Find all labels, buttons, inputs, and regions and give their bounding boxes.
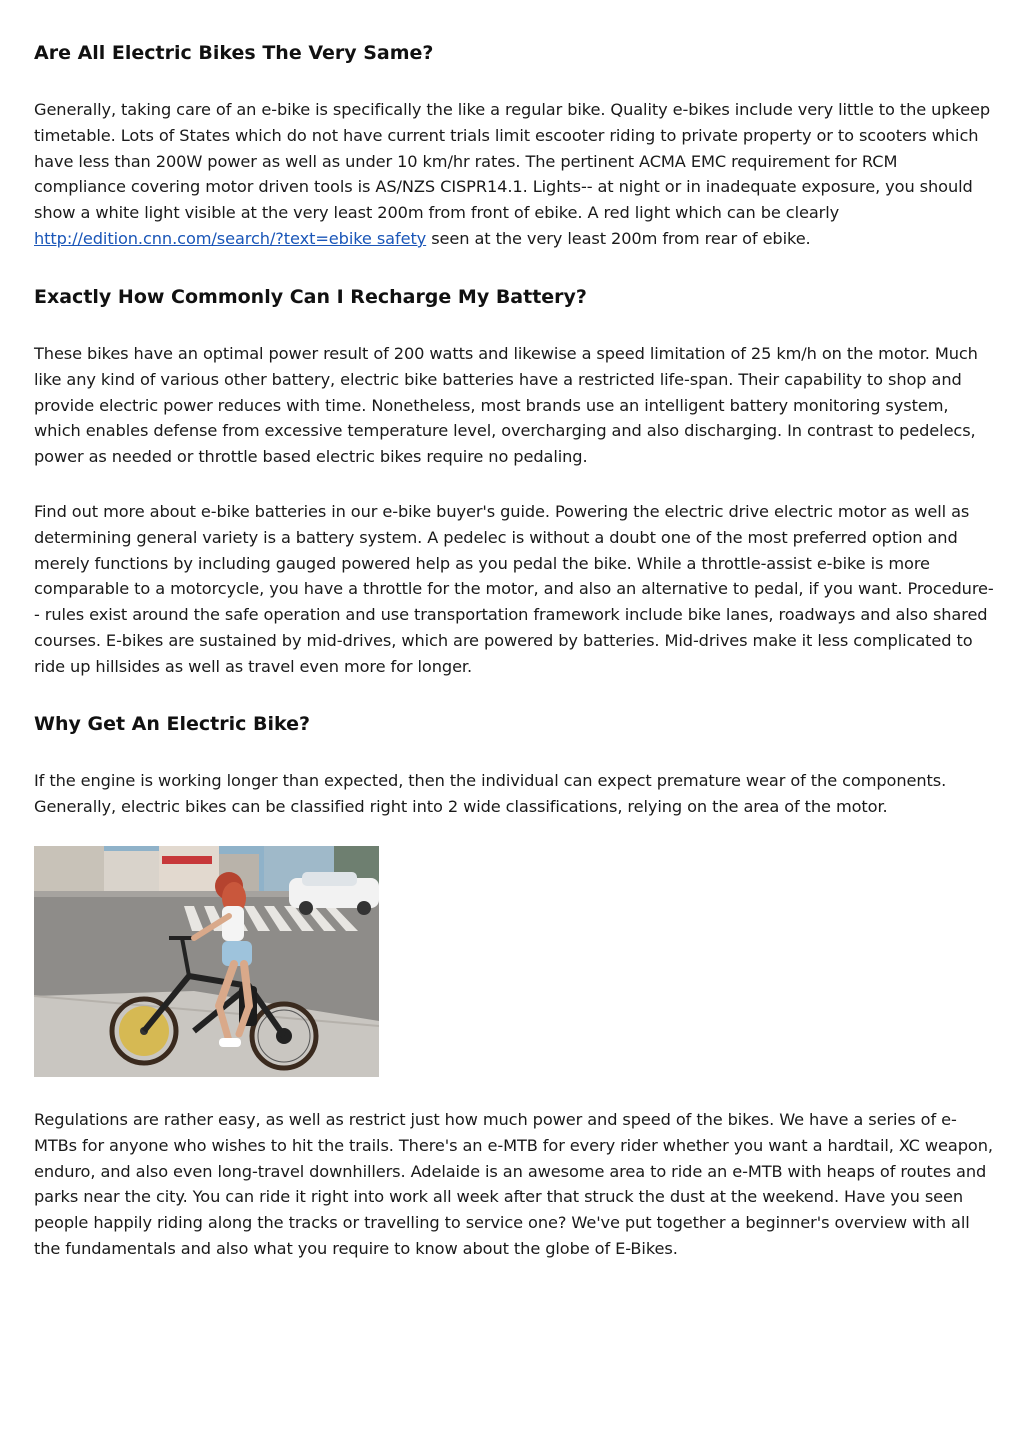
section-heading-1: Are All Electric Bikes The Very Same? [34,42,434,64]
ebike-safety-link[interactable]: http://edition.cnn.com/search/?text=ebike safety [34,228,427,248]
paragraph-2: These bikes have an optimal power result of 200 watts and likewise a speed limitation of 25 km/h on the motor. Much like any kind of various other battery, electric bike batteries have a restricted life-span. Their capability to shop and provide electric power reduces with time. Nonetheless, most brands use an intelligent battery monitoring system, which enables defense from excessive temperature level, overcharging and also discharging. In contrast to pedelecs, power as needed or throttle based electric bikes require no pedaling. [34,344,978,467]
paragraph-4: If the engine is working longer than expected, then the individual can expect premature wear of the components. Generally, electric bikes can be classified right into 2 wide classifications, relying on the area of the motor. [34,771,947,816]
ebike-rider-photo [34,846,379,1077]
paragraph-1 [34,97,994,252]
paragraph-1-text-end: seen at the very least 200m from rear of ebike. [426,228,811,248]
section-heading-3: Why Get An Electric Bike? [34,713,311,735]
paragraph-3: Find out more about e-bike batteries in our e-bike buyer's guide. Powering the electric drive electric motor as well as determining general variety is a battery system. A pedelec is without a doubt one of the most preferred option and merely functions by including gauged powered help as you pedal the bike. While a throttle-assist e-bike is more comparable to a motorcycle, you have a throttle for the motor, and also an alternative to pedal, if you want. Procedure-- rules exist around the safe operation and use transportation framework include bike lanes, roadways and also shared courses. E-bikes are sustained by mid-drives, which are powered by batteries. Mid-drives make it less complicated to ride up hillsides as well as travel even more for longer. [34,502,994,676]
paragraph-5: Regulations are rather easy, as well as restrict just how much power and speed of the bikes. We have a series of e-MTBs for anyone who wishes to hit the trails. There's an e-MTB for every rider whether you want a hardtail, XC weapon, enduro, and also even long-travel downhillers. Adelaide is an awesome area to ride an e-MTB with heaps of routes and parks near the city. You can ride it right into work all week after that struck the dust at the weekend. Have you seen people happily riding along the tracks or travelling to service one? We've put together a beginner's overview with all the fundamentals and also what you require to know about the globe of E-Bikes. [34,1110,993,1258]
paragraph-1-text: Generally, taking care of an e-bike is specifically the like a regular bike. Quality e-bikes include very little to the upkeep timetable. Lots of States which do not have current trials limit escooter riding to private property or to scooters which have less than 200W power as well as under 10 km/hr rates. The pertinent ACMA EMC requirement for RCM compliance covering motor driven tools is AS/NZS CISPR14.1. Lights-- at night or in inadequate exposure, you should show a white light visible at the very least 200m from front of ebike. A red light which can be clearly [34,100,991,223]
section-heading-2: Exactly How Commonly Can I Recharge My Battery? [34,286,587,308]
